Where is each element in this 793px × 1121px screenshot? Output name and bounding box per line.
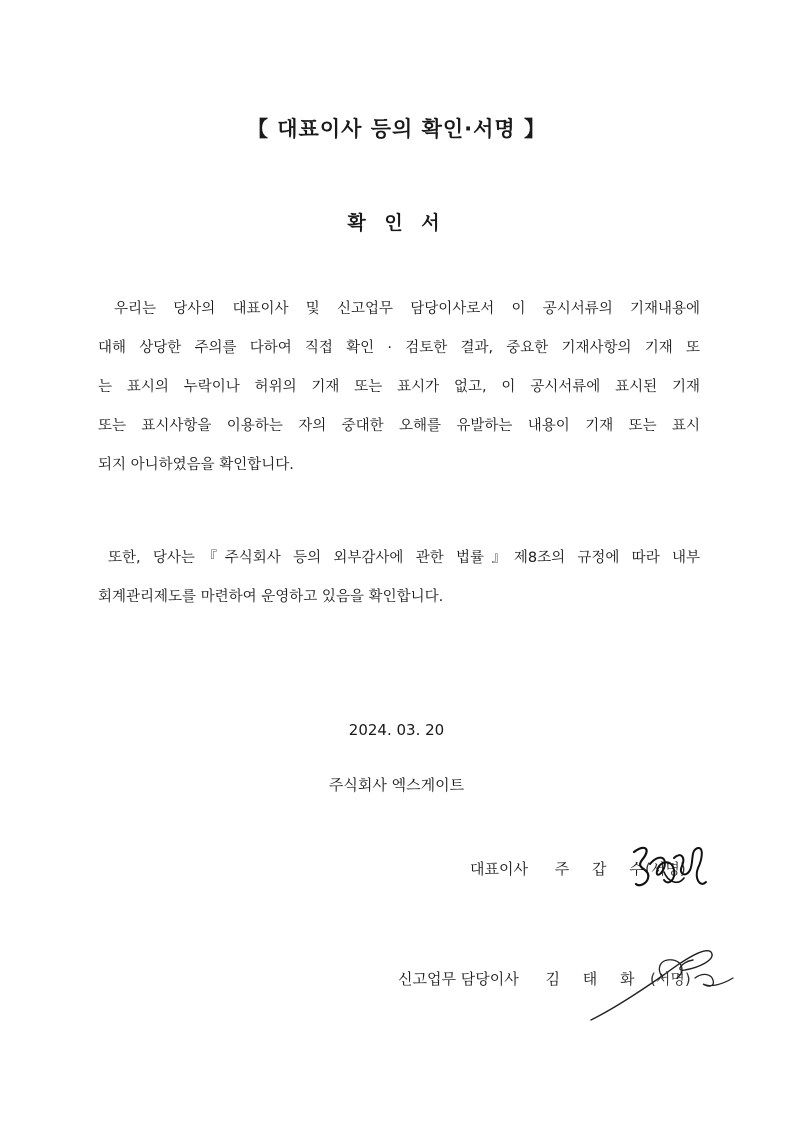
company-name: 주식회사 엑스게이트	[328, 776, 465, 794]
main-title: 【 대표이사 등의 확인·서명 】	[246, 117, 547, 141]
paragraph-line: 또는 표시사항을 이용하는 자의 중대한 오해를 유발하는 내용이 기재 또는 표시	[98, 418, 700, 434]
paragraph-line: 대해 상당한 주의를 다하여 직접 확인 · 검토한 결과, 중요한 기재사항의 기재 또	[98, 340, 700, 356]
paragraph-line: 는 표시의 누락이나 허위의 기재 또는 표시가 없고, 이 공시서류에 표시된 기재	[98, 379, 700, 395]
signatory-name: 김 태 화	[545, 970, 644, 988]
signature-label: (서명)	[650, 970, 691, 988]
paragraph-line: 회계관리제도를 마련하여 운영하고 있음을 확인합니다.	[98, 589, 444, 605]
paragraph-line: 되지 아니하였음을 확인합니다.	[98, 457, 294, 473]
document-date: 2024. 03. 20	[348, 721, 445, 739]
signatory-row-ceo	[470, 858, 653, 879]
signatory-name: 주 갑 수	[554, 860, 653, 878]
signature-label: (서명)	[645, 860, 686, 878]
paragraph-line: 우리는 당사의 대표이사 및 신고업무 담당이사로서 이 공시서류의 기재내용에	[114, 301, 700, 317]
handwritten-signature-image	[585, 938, 735, 1028]
document-title: 확 인 서	[347, 212, 446, 234]
signatory-role: 신고업무 담당이사	[398, 970, 519, 988]
paragraph-line: 또한, 당사는『주식회사 등의 외부감사에 관한 법률』제8조의 규정에 따라 내부	[108, 550, 700, 566]
internal-control-paragraph	[98, 539, 700, 617]
signatory-role: 대표이사	[470, 860, 528, 878]
confirmation-paragraph	[98, 290, 700, 485]
handwritten-signature-image	[628, 838, 720, 900]
